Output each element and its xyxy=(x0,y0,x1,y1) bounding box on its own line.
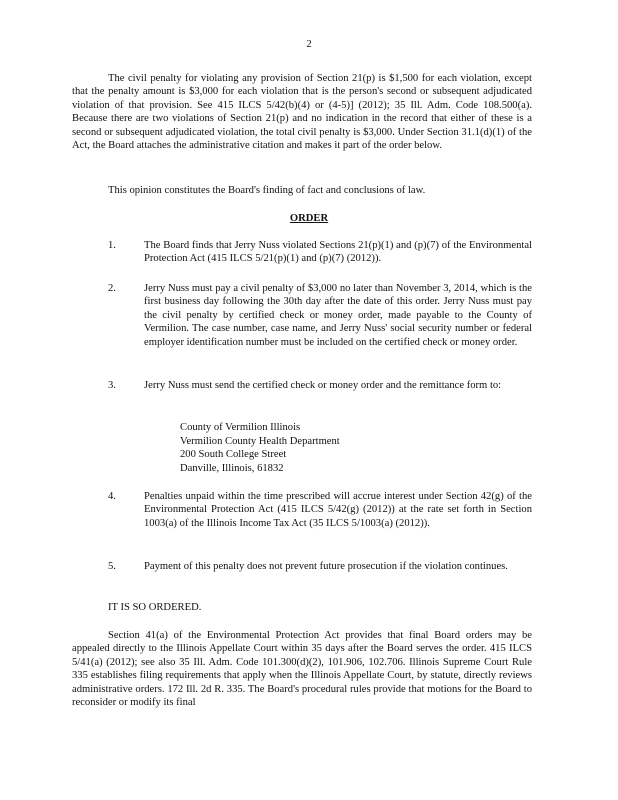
address-line: Danville, Illinois, 61832 xyxy=(180,462,284,474)
appeal-paragraph: Section 41(a) of the Environmental Protection Act provides that final Board orders may be appealed directly to the Illinois Appellate Court within 35 days after the Board serves the order. 415 ILCS 5/41(a) (2012); see also 35 Ill. Adm. Code 101.300(d)(2), 101.906, 102.706. Illinois Supreme Court Rule 335 establishes filing requirements that apply when the Illinois Appellate Court, by statute, directly reviews administrative orders. 172 Ill. 2d R. 335. The Board's procedural rules provide that motions for the Board to reconsider or modify its final xyxy=(72,630,532,709)
item-number: 3. xyxy=(108,380,116,391)
item-number: 2. xyxy=(108,283,116,294)
item-text: The Board finds that Jerry Nuss violated Sections 21(p)(1) and (p)(7) of the Environmental Protection Act (415 ILCS 5/21(p)(1) and (p)(7) (2012)). xyxy=(144,240,532,265)
order-item-5 xyxy=(108,560,532,573)
address-line: Vermilion County Health Department xyxy=(180,435,340,447)
order-item-3 xyxy=(108,379,532,392)
item-number: 1. xyxy=(108,240,116,251)
page-number: 2 xyxy=(306,39,312,50)
findings-paragraph: This opinion constitutes the Board's finding of fact and conclusions of law. xyxy=(108,185,426,196)
order-item-1 xyxy=(108,239,532,266)
item-text: Jerry Nuss must pay a civil penalty of $3,000 no later than November 3, 2014, which is the first business day following the 30th day after the date of this order. Jerry Nuss must pay the civil penalty by certified check or money order, made payable to the County of Vermilion. The case number, case name, and Jerry Nuss' social security number or federal employer identification number must be included on the certified check or money order. xyxy=(144,283,532,348)
order-item-2 xyxy=(108,282,532,349)
item-text: Payment of this penalty does not prevent future prosecution if the violation continues. xyxy=(144,561,508,572)
order-item-4 xyxy=(108,490,532,530)
order-heading: ORDER xyxy=(289,213,329,224)
penalty-paragraph: The civil penalty for violating any provision of Section 21(p) is $1,500 for each violation, except that the penalty amount is $3,000 for each violation that is the person's second or subsequent adjudicated violation of that provision. See 415 ILCS 5/42(b)(4) or (4-5)] (2012); 35 Ill. Adm. Code 108.500(a). Because there are two violations of Section 21(p) and no indication in the record that either of these is a second or subsequent adjudicated violation, the total civil penalty is $3,000. Under Section 31.1(d)(1) of the Act, the Board attaches the administrative citation and makes it part of the order below. xyxy=(72,73,532,152)
item-text: Jerry Nuss must send the certified check or money order and the remittance form to: xyxy=(144,380,502,391)
item-number: 4. xyxy=(108,491,116,502)
address-line: County of Vermilion Illinois xyxy=(180,422,301,433)
item-text: Penalties unpaid within the time prescribed will accrue interest under Section 42(g) of the Environmental Protection Act (415 ILCS 5/42(g) (2012)) at the rate set forth in Section 1003(a) of the Illinois Income Tax Act (35 ILCS 5/1003(a) (2012)). xyxy=(144,491,532,529)
remittance-address xyxy=(180,421,340,475)
address-line: 200 South College Street xyxy=(180,449,287,461)
item-number: 5. xyxy=(108,561,116,572)
so-ordered-line: IT IS SO ORDERED. xyxy=(108,602,202,613)
